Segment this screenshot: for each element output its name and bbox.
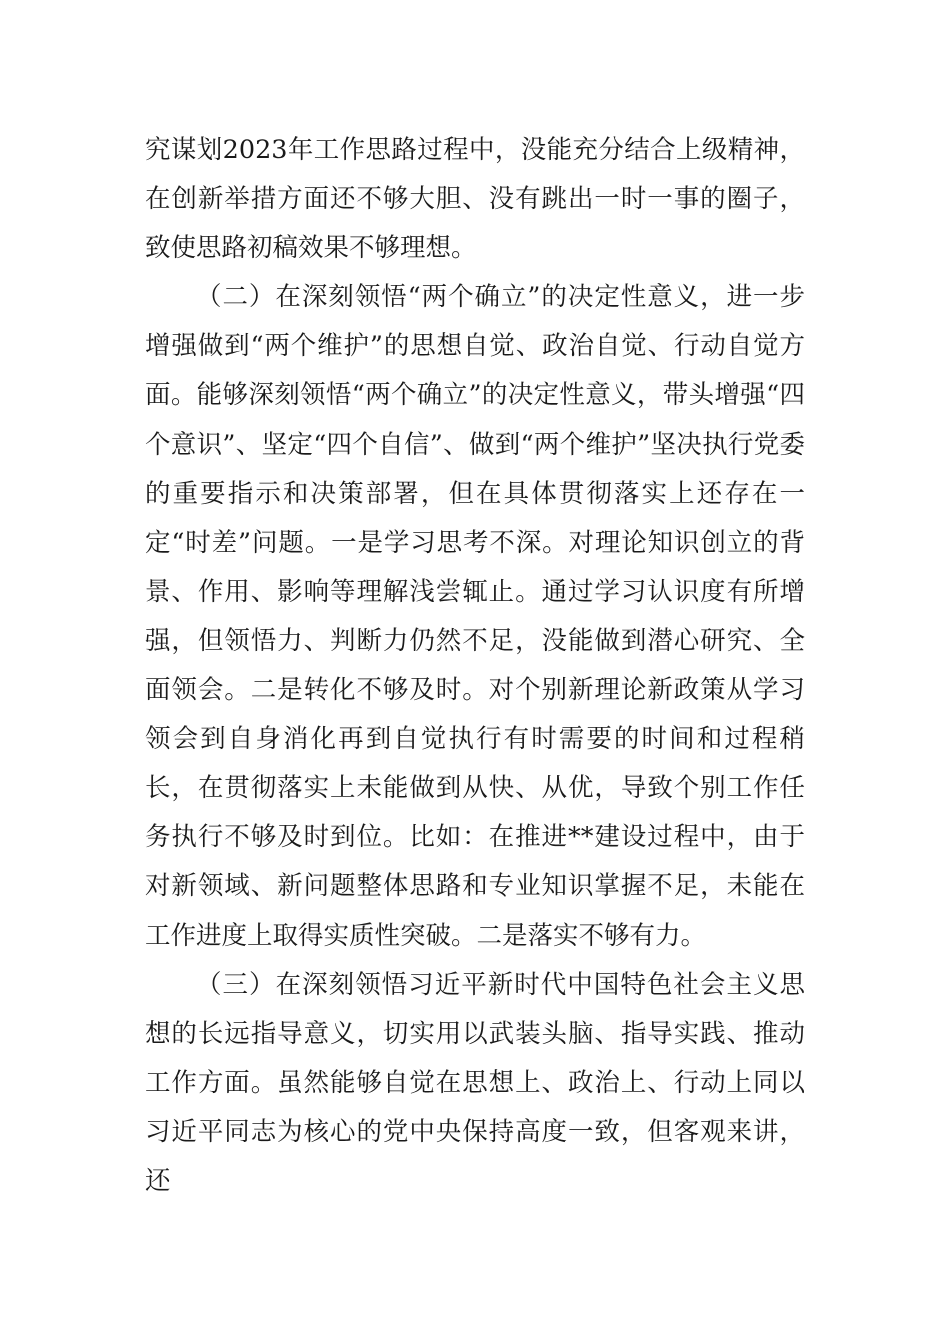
paragraph-continuation: 究谋划2023年工作思路过程中，没能充分结合上级精神，在创新举措方面还不够大胆、没有跳出一时一事的圈子，致使思路初稿效果不够理想。 — [145, 135, 805, 264]
paragraph-section-two: （二）在深刻领悟“两个确立”的决定性意义，进一步增强做到“两个维护”的思想自觉、政治自觉、行动自觉方面。能够深刻领悟“两个确立”的决定性意义，带头增强“四个意识”、坚定“四个自信”、做到“两个维护”坚决执行党委的重要指示和决策部署，但在具体贯彻落实上还存在一定“时差”问题。一是学习思考不深。对理论知识创立的背景、作用、影响等理解浅尝辄止。通过学习认识度有所增强，但领悟力、判断力仍然不足，没能做到潜心研究、全面领会。二是转化不够及时。对个别新理论新政策从学习领会到自身消化再到自觉执行有时需要的时间和过程稍长，在贯彻落实上未能做到从快、从优，导致个别工作任务执行不够及时到位。比如：在推进**建设过程中，由于对新领域、新问题整体思路和专业知识掌握不足，未能在工作进度上取得实质性突破。二是落实不够有力。 — [145, 282, 805, 951]
document-body — [145, 126, 805, 1206]
paragraph-section-three: （三）在深刻领悟习近平新时代中国特色社会主义思想的长远指导意义，切实用以武装头脑、指导实践、推动工作方面。虽然能够自觉在思想上、政治上、行动上同以习近平同志为核心的党中央保持高度一致，但客观来讲，还 — [145, 969, 805, 1196]
